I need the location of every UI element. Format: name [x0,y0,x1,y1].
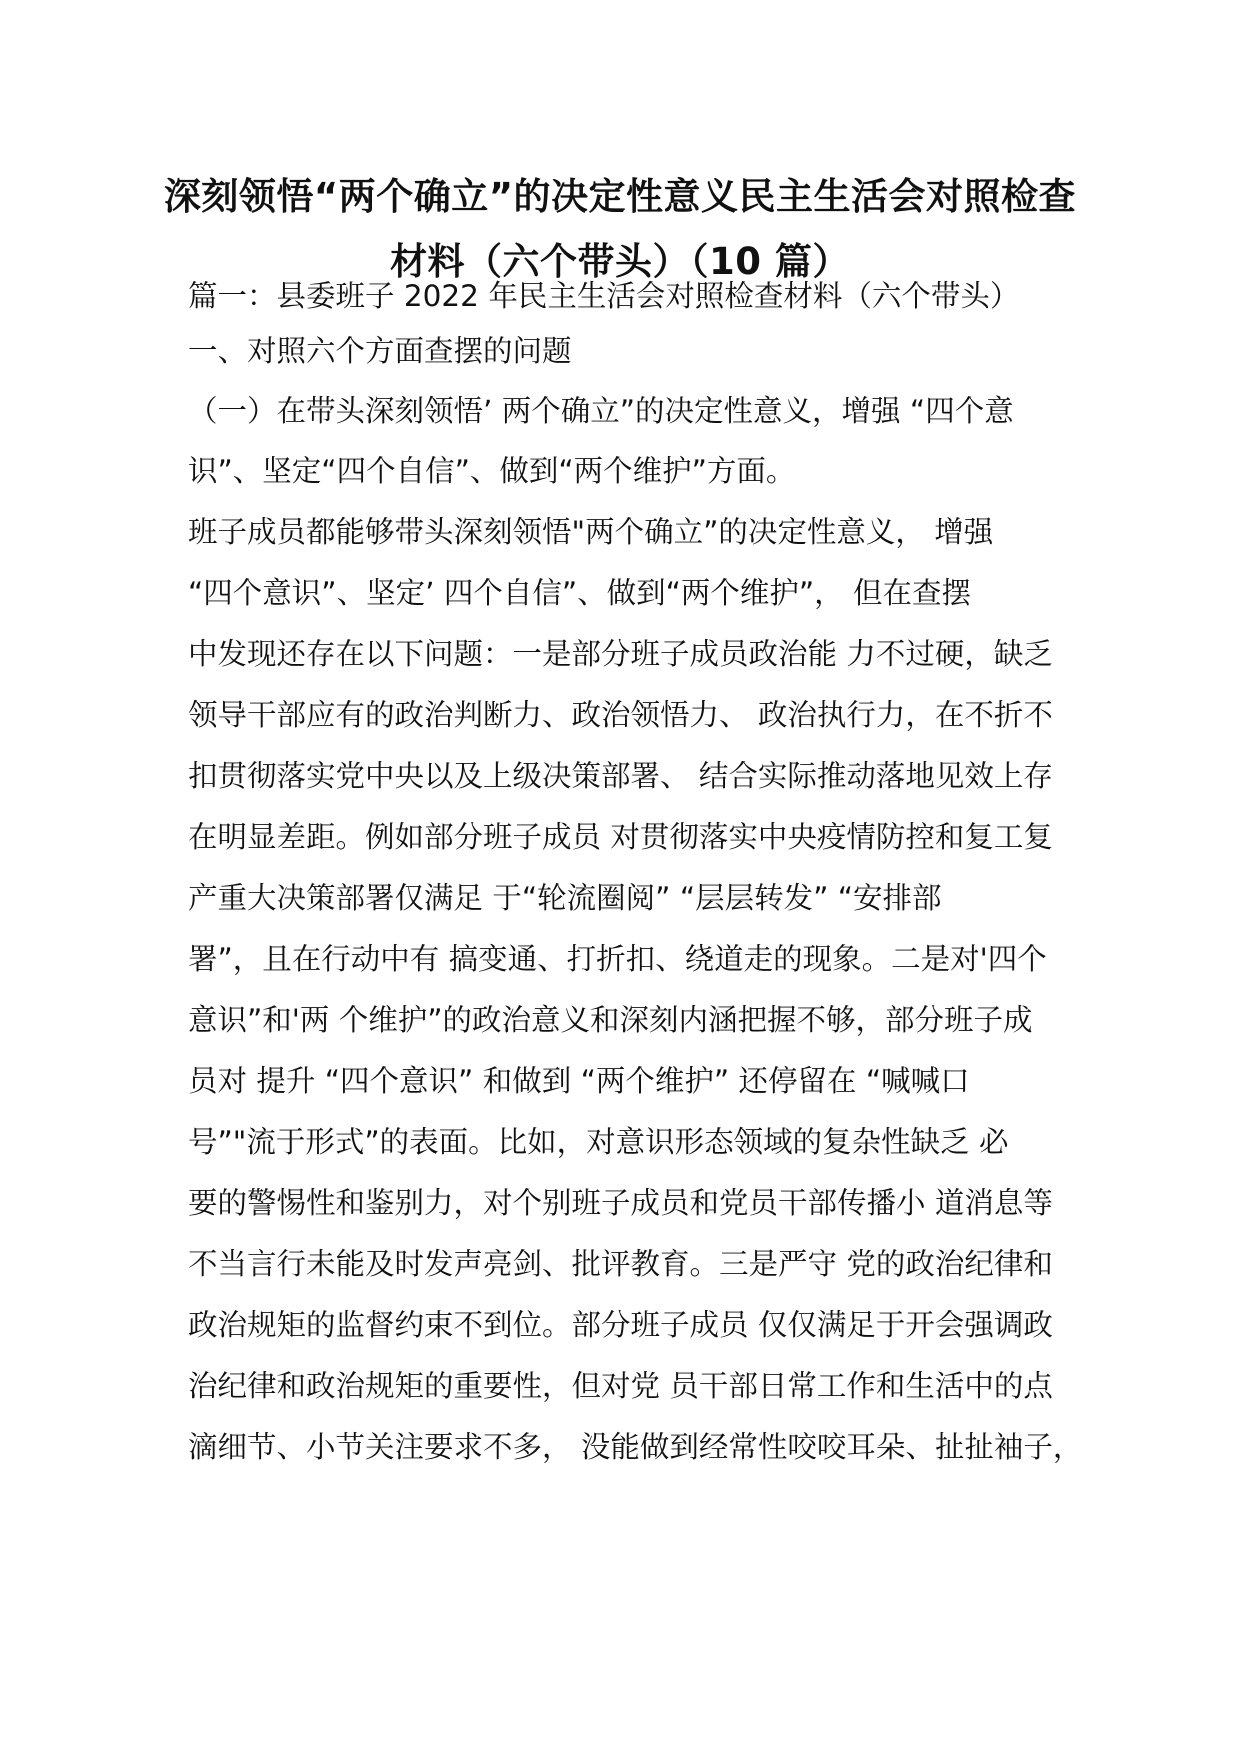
body-text-line: 意识”和'两 个维护”的政治意义和深刻内涵把握不够，部分班子成 [188,1003,1033,1037]
body-text-line: 中发现还存在以下问题：一是部分班子成员政治能 力不过硬，缺乏 [188,637,1053,671]
body-text-line: 署”，且在行动中有 搞变通、打折扣、绕道走的现象。二是对'四个 [188,942,1047,976]
body-text-line: 治纪律和政治规矩的重要性，但对党 员干部日常工作和生活中的点 [188,1369,1053,1403]
body-text-line: 要的警惕性和鉴别力，对个别班子成员和党员干部传播小 道消息等 [188,1186,1053,1220]
item-heading-line: （一）在带头深刻领悟’ 两个确立”的决定性意义，增强 “四个意 [188,394,1014,428]
body-text-line: 在明显差距。例如部分班子成员 对贯彻落实中央疫情防控和复工复 [188,820,1053,854]
body-text-line: 扣贯彻落实党中央以及上级决策部署、 结合实际推动落地见效上存 [188,759,1053,793]
body-text-line: 班子成员都能够带头深刻领悟"两个确立”的决定性意义， 增强 [188,515,994,549]
body-text-line: “四个意识”、坚定’ 四个自信”、做到“两个维护”， 但在查摆 [188,576,972,610]
body-text-line: 产重大决策部署仅满足 于“轮流圈阅” “层层转发” “安排部 [188,881,942,915]
body-text-line: 领导干部应有的政治判断力、政治领悟力、 政治执行力，在不折不 [188,698,1053,732]
item-heading-line: 识”、坚定“四个自信”、做到“两个维护”方面。 [188,454,796,488]
subsection-heading: 一、对照六个方面查摆的问题 [188,334,572,368]
section-heading: 篇一：县委班子 2022 年民主生活会对照检查材料（六个带头） [188,279,1020,313]
body-text-line: 政治规矩的监督约束不到位。部分班子成员 仅仅满足于开会强调政 [188,1308,1053,1342]
body-text-line: 滴细节、小节关注要求不多， 没能做到经常性咬咬耳朵、扯扯袖子， [188,1430,1083,1464]
document-title-line-1: 深刻领悟“两个确立”的决定性意义民主生活会对照检查 [163,175,1077,218]
body-text-line: 号”"流于形式”的表面。比如，对意识形态领域的复杂性缺乏 必 [188,1125,1009,1159]
body-text-line: 不当言行未能及时发声亮剑、批评教育。三是严守 党的政治纪律和 [188,1247,1053,1281]
body-text-line: 员对 提升 “四个意识” 和做到 “两个维护” 还停留在 “喊喊口 [188,1064,970,1098]
document-title-line-2: 材料（六个带头）（10 篇） [390,240,850,283]
